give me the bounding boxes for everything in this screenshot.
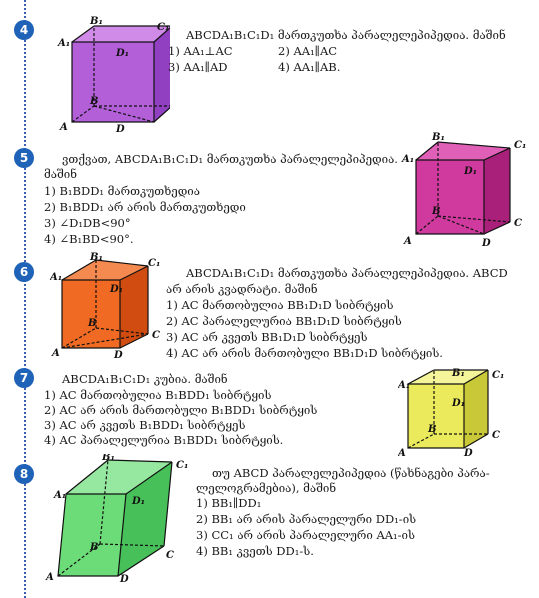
problem-number-badge: 6 — [14, 262, 34, 282]
option: 4) BB₁ კვეთს DD₁-ს. — [196, 544, 314, 558]
vertex-label: A — [398, 448, 406, 458]
problem-number-badge: 8 — [14, 464, 34, 484]
problem-stem: მაშინ — [44, 167, 77, 181]
options-row — [168, 44, 337, 59]
vertex-label: A₁ — [58, 38, 71, 49]
problem-number-badge: 4 — [14, 20, 34, 40]
option: 2) AC არ არის მართობული B₁BDD₁ სიბრტყის — [44, 403, 318, 417]
vertex-label: D — [482, 238, 491, 249]
option: 2) B₁BDD₁ არ არის მართკუთხედი — [44, 200, 246, 214]
vertex-label: D — [464, 448, 473, 458]
vertex-label: A — [52, 348, 60, 358]
option: 1) B₁BDD₁ მართკუთხედია — [44, 184, 200, 198]
option: 3) AA₁∥AD — [168, 60, 228, 74]
option: 4) AA₁∥AB. — [278, 60, 341, 74]
vertex-label: A — [404, 236, 412, 247]
vertex-label: A₁ — [398, 380, 411, 391]
vertex-label: A₁ — [54, 490, 67, 501]
vertex-label: B₁ — [90, 16, 103, 27]
vertex-label: D — [114, 350, 123, 358]
option: 4) ∠B₁BD<90°. — [44, 232, 134, 246]
vertex-label: C — [514, 218, 522, 229]
option: 4) AC პარალელურია B₁BDD₁ სიბრტყის. — [44, 433, 284, 447]
vertex-label: B — [428, 424, 437, 435]
option: 1) AA₁⊥AC — [168, 44, 233, 58]
option: 2) AA₁∥AC — [278, 44, 338, 58]
vertex-label: A₁ — [402, 154, 415, 165]
option: 3) AC არ კვეთს B₁BDD₁ სიბრტყეს — [44, 418, 246, 432]
problem-stem: ვთქვათ, ABCDA₁B₁C₁D₁ მართკუთხა პარალელეპიპედია. — [62, 152, 398, 166]
problem-stem: ABCDA₁B₁C₁D₁ მართკუთხა პარალელეპიპედია. ABCD — [186, 266, 508, 280]
vertex-label: B — [432, 206, 441, 217]
vertex-label: C₁ — [148, 258, 161, 269]
figure-cube-7 — [398, 366, 534, 458]
vertex-label: B₁ — [452, 368, 465, 379]
vertex-label: C₁ — [176, 460, 189, 471]
timeline-rail — [24, 0, 26, 598]
vertex-label: B — [90, 96, 99, 107]
problem-stem: თუ ABCD პარალელეპიპედია (წახნაგები პარა- — [212, 466, 490, 480]
option: 2) BB₁ არ არის პარალელური DD₁-ის — [196, 512, 417, 526]
option: 4) AC არ არის მართობული BB₁D₁D სიბრტყის. — [166, 346, 443, 360]
vertex-label: C₁ — [514, 140, 527, 151]
figure-prism-6 — [50, 252, 168, 358]
vertex-label: D — [120, 574, 129, 584]
vertex-label: B₁ — [90, 252, 103, 263]
figure-prism-4 — [50, 14, 170, 134]
vertex-label: A — [60, 122, 68, 133]
vertex-label: B — [90, 542, 99, 553]
vertex-label: D₁ — [110, 284, 124, 295]
vertex-label: D₁ — [464, 166, 478, 177]
vertex-label: D₁ — [452, 398, 466, 409]
vertex-label: C₁ — [492, 370, 505, 381]
problem-stem: არ არის კვადრატი. მაშინ — [166, 282, 318, 296]
vertex-label: D — [116, 124, 125, 134]
vertex-label: B₁ — [102, 454, 115, 463]
vertex-label: C — [152, 330, 160, 341]
vertex-label: C — [166, 550, 174, 561]
vertex-label: B₁ — [432, 132, 445, 143]
option: 3) CC₁ არ არის პარალელური AA₁-ის — [196, 528, 415, 542]
option: 1) AC მართობულია BB₁D₁D სიბრტყის — [166, 298, 394, 312]
vertex-label: B — [88, 318, 97, 329]
figure-prism-5 — [398, 130, 534, 250]
options-row — [168, 60, 340, 75]
option: 1) AC მართობულია B₁BDD₁ სიბრტყის — [44, 388, 272, 402]
problem-number-badge: 7 — [14, 368, 34, 388]
option: 2) AC პარალელურია BB₁D₁D სიბრტყის — [166, 314, 402, 328]
problem-stem: ლელოგრამებია), მაშინ — [196, 481, 337, 495]
vertex-label: A — [46, 572, 54, 583]
option: 3) ∠D₁DB<90° — [44, 216, 131, 230]
vertex-label: C — [492, 430, 500, 441]
option: 3) AC არ კვეთს BB₁D₁D სიბრტყეს — [166, 330, 368, 344]
vertex-label: A₁ — [50, 272, 63, 283]
problem-number-badge: 5 — [14, 148, 34, 168]
problem-stem: ABCDA₁B₁C₁D₁ კუბია. მაშინ — [62, 372, 228, 386]
problem-stem: ABCDA₁B₁C₁D₁ მართკუთხა პარალელეპიპედია. მაშინ — [186, 28, 506, 42]
vertex-label: D₁ — [132, 496, 146, 507]
vertex-label: D₁ — [116, 48, 130, 59]
vertex-label: C₁ — [157, 22, 170, 33]
option: 1) BB₁∥DD₁ — [196, 496, 262, 510]
figure-parallelepiped-8 — [44, 454, 194, 584]
